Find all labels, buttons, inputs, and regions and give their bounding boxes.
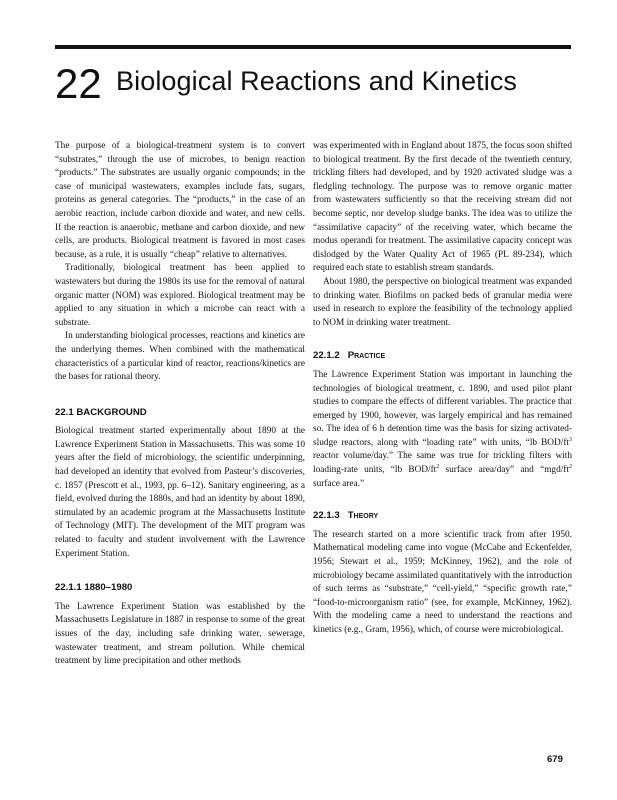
theory-paragraph: The research started on a more scientific track from after 1950. Mathematical modeling came into vogue (McCabe and Eckenfelder, 1956; Stewart et al., 1959; McKinney, 1962), and the role of microbiology became assimilated quantitatively with the introduction of such terms as “substrate,” “cell-yield,” “specific growth rate,” “food-to-microorganism ratio” (see, for example, McKinney, 1962). With the modeling came a need to understand the reactions and kinetics (e.g., Gram, 1956), which, of course were microbiological. [313, 529, 572, 635]
superscript-3: 3 [569, 436, 572, 443]
section-heading-background: 22.1 BACKGROUND [55, 406, 147, 418]
intro-paragraph-3: In understanding biological processes, reactions and kinetics are the underlying themes. When combined with the mathematical characteristics of a particular kind of reactor, reactions/kinetics are the bases for rational theory. [55, 331, 305, 383]
history-paragraph-2: About 1980, the perspective on biological treatment was expanded to drinking water. Biofilms on packed beds of granular media were used in research to explore the feasibility of the technology applied to NOM in drinking water treatment. [313, 276, 572, 328]
subsection-heading-1880-1980: 22.1.1 1880–1980 [55, 582, 133, 594]
theory-title: Theory [347, 510, 379, 522]
background-paragraph: Biological treatment started experimentally about 1890 at the Lawrence Experiment Station in Massachusetts. This was some 10 years after the field of microbiology, the scientific underpinning, had developed an identity that evolved from Pasteur’s discoveries, c. 1857 (Prescott et al., 1993, pp. 6–12). Sanitary engineering, as a field, evolved during the 1880s, and had an identity by about 1890, stimulated by an academic program at the Massachusetts Institute of Technology (MIT). The development of the MIT program was related to faculty and student involvement with the Lawrence Experiment Station. [55, 426, 305, 559]
intro-paragraph-1: The purpose of a biological-treatment system is to convert “substrates,” through the use of microbes, to benign reaction “products.” The substrates are usually organic compounds; in the case of municipal wastewaters, examples include fats, sugars, proteins as general categories. The “products,” in the case of an aerobic reaction, include carbon dioxide and water, and new cells. If the reaction is anaerobic, methane and carbon dioxide, and new cells, are products. Biological treatment is favored in most cases because, as a rule, it is usually “cheap” relative to alternatives. [55, 141, 305, 260]
chapter-number: 22 [55, 60, 102, 107]
superscript-2a: 2 [436, 463, 440, 470]
subsection-heading-practice [313, 349, 572, 363]
history-paragraph: The Lawrence Experiment Station was established by the Massachusetts Legislature in 1887 in response to some of the great issues of the day, including safe drinking water, sewerage, wastewater treatment, and stream pollution. While chemical treatment by lime precipitation and other methods [55, 601, 305, 667]
practice-text-a: The Lawrence Experiment Station was important in launching the technologies of biological treatment, c. 1890, and used pilot plant studies to compare the effects of different variables. The practice that emerged by 1900, however, was largely empirical and has remained so. The idea of 6 h detention time was the basis for sizing activated-sludge reactors, along with “loading rate” with units, “lb BOD/ft [313, 369, 572, 448]
history-paragraph-continued: was experimented with in England about 1875, the focus soon shifted to biological treatment. By the first decade of the twentieth century, trickling filters had developed, and by 1920 activated sludge was a fledgling technology. The purpose was to remove organic matter from wastewaters sufficiently so that the receiving stream did not become septic, nor develop sludge banks. The idea was to utilize the “assimilative capacity” of the receiving water, which became the modus operandi for treatment. The assimilative capacity concept was dislodged by the Water Quality Act of 1965 (PL 89-234), which required each state to establish stream standards. [313, 141, 572, 274]
intro-paragraph-2: Traditionally, biological treatment has been applied to wastewaters but during the 1980s its use for the removal of natural organic matter (NOM) was explored. Biological treatment may be applied to any situation in which a microbe can react with a substrate. [55, 263, 305, 328]
superscript-2b: 2 [568, 463, 572, 470]
practice-text-b: reactor volume/day.” The same was true for trickling filters with loading-rate units, “lb BOD/ft [313, 451, 572, 476]
left-column [55, 140, 305, 669]
chapter-top-rule [55, 45, 571, 49]
practice-number: 22.1.2 [313, 350, 340, 362]
subsection-heading-theory [313, 509, 572, 523]
practice-title: Practice [347, 350, 386, 362]
page-number: 679 [547, 754, 563, 765]
chapter-title: Biological Reactions and Kinetics [116, 66, 518, 96]
right-column [313, 140, 572, 638]
theory-number: 22.1.3 [313, 510, 340, 522]
practice-text-c: surface area/day” and “mgd/ft [439, 465, 569, 476]
practice-paragraph [313, 369, 572, 491]
practice-text-d: surface area.” [313, 478, 365, 489]
